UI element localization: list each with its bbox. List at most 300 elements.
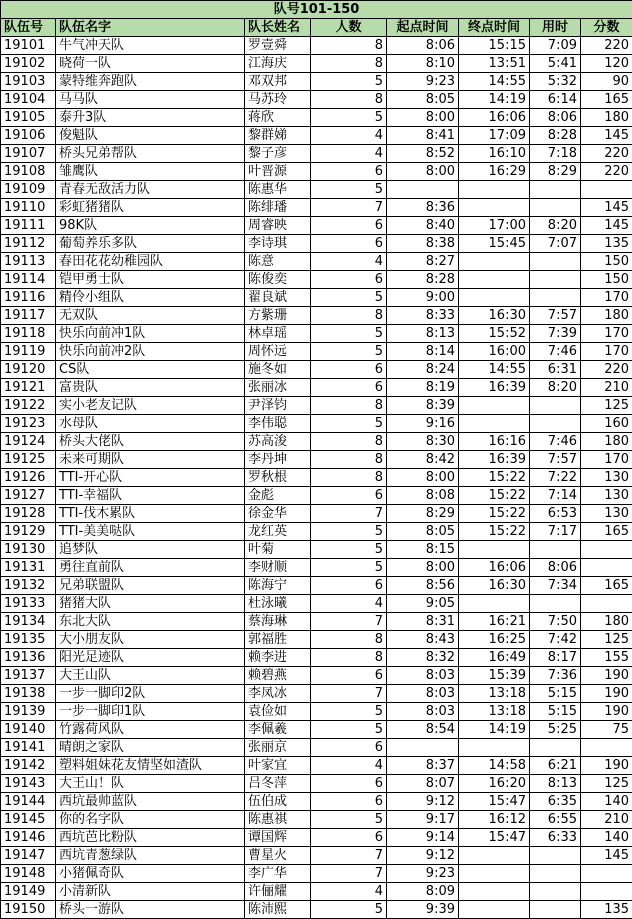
cell-member-count[interactable]: 6 bbox=[311, 271, 387, 289]
cell-elapsed-time[interactable]: 8:20 bbox=[530, 217, 581, 235]
cell-member-count[interactable]: 6 bbox=[311, 235, 387, 253]
cell-team-name[interactable]: 大小朋友队 bbox=[56, 631, 245, 649]
cell-end-time[interactable] bbox=[459, 181, 530, 199]
cell-team-number[interactable]: 19128 bbox=[1, 505, 56, 523]
cell-start-time[interactable]: 8:05 bbox=[387, 523, 459, 541]
cell-start-time[interactable]: 9:05 bbox=[387, 595, 459, 613]
cell-team-number[interactable]: 19139 bbox=[1, 703, 56, 721]
cell-team-name[interactable]: 未来可期队 bbox=[56, 451, 245, 469]
cell-member-count[interactable]: 6 bbox=[311, 217, 387, 235]
cell-start-time[interactable]: 8:52 bbox=[387, 145, 459, 163]
cell-start-time[interactable]: 8:40 bbox=[387, 217, 459, 235]
cell-elapsed-time[interactable]: 6:31 bbox=[530, 361, 581, 379]
cell-elapsed-time[interactable]: 7:57 bbox=[530, 307, 581, 325]
cell-elapsed-time[interactable]: 6:33 bbox=[530, 829, 581, 847]
cell-score[interactable]: 90 bbox=[581, 73, 632, 91]
cell-end-time[interactable]: 16:25 bbox=[459, 631, 530, 649]
cell-score[interactable]: 145 bbox=[581, 127, 632, 145]
cell-end-time[interactable]: 16:30 bbox=[459, 577, 530, 595]
cell-elapsed-time[interactable]: 6:53 bbox=[530, 505, 581, 523]
cell-end-time[interactable]: 15:47 bbox=[459, 829, 530, 847]
cell-member-count[interactable]: 5 bbox=[311, 289, 387, 307]
cell-score[interactable]: 125 bbox=[581, 397, 632, 415]
cell-team-number[interactable]: 19119 bbox=[1, 343, 56, 361]
cell-team-name[interactable]: 阳光足迹队 bbox=[56, 649, 245, 667]
cell-elapsed-time[interactable]: 5:15 bbox=[530, 685, 581, 703]
cell-elapsed-time[interactable] bbox=[530, 595, 581, 613]
cell-end-time[interactable]: 15:22 bbox=[459, 487, 530, 505]
cell-member-count[interactable]: 7 bbox=[311, 847, 387, 865]
cell-member-count[interactable]: 4 bbox=[311, 253, 387, 271]
cell-score[interactable]: 165 bbox=[581, 91, 632, 109]
cell-score[interactable]: 220 bbox=[581, 163, 632, 181]
cell-end-time[interactable]: 16:06 bbox=[459, 559, 530, 577]
cell-end-time[interactable]: 16:20 bbox=[459, 775, 530, 793]
cell-captain-name[interactable]: 谭国辉 bbox=[245, 829, 311, 847]
cell-team-name[interactable]: TTI-伐木累队 bbox=[56, 505, 245, 523]
cell-end-time[interactable] bbox=[459, 199, 530, 217]
cell-captain-name[interactable]: 李诗琪 bbox=[245, 235, 311, 253]
cell-elapsed-time[interactable] bbox=[530, 415, 581, 433]
cell-score[interactable]: 170 bbox=[581, 343, 632, 361]
cell-end-time[interactable]: 15:45 bbox=[459, 235, 530, 253]
cell-captain-name[interactable]: 李伟聪 bbox=[245, 415, 311, 433]
cell-score[interactable]: 220 bbox=[581, 37, 632, 55]
cell-end-time[interactable]: 16:06 bbox=[459, 109, 530, 127]
cell-score[interactable]: 190 bbox=[581, 703, 632, 721]
cell-captain-name[interactable]: 陈意 bbox=[245, 253, 311, 271]
cell-score[interactable]: 170 bbox=[581, 325, 632, 343]
cell-team-name[interactable]: 泰升3队 bbox=[56, 109, 245, 127]
cell-member-count[interactable]: 8 bbox=[311, 55, 387, 73]
cell-elapsed-time[interactable]: 8:06 bbox=[530, 109, 581, 127]
cell-team-number[interactable]: 19105 bbox=[1, 109, 56, 127]
cell-end-time[interactable]: 14:55 bbox=[459, 361, 530, 379]
cell-captain-name[interactable]: 马苏玲 bbox=[245, 91, 311, 109]
cell-member-count[interactable]: 5 bbox=[311, 703, 387, 721]
cell-captain-name[interactable]: 赖碧燕 bbox=[245, 667, 311, 685]
cell-team-name[interactable]: 快乐向前冲2队 bbox=[56, 343, 245, 361]
cell-member-count[interactable]: 5 bbox=[311, 415, 387, 433]
cell-end-time[interactable]: 16:29 bbox=[459, 163, 530, 181]
cell-member-count[interactable]: 7 bbox=[311, 685, 387, 703]
cell-team-number[interactable]: 19136 bbox=[1, 649, 56, 667]
cell-captain-name[interactable]: 方紫珊 bbox=[245, 307, 311, 325]
cell-team-name[interactable]: 大王山！队 bbox=[56, 775, 245, 793]
cell-end-time[interactable]: 16:16 bbox=[459, 433, 530, 451]
cell-end-time[interactable]: 14:58 bbox=[459, 757, 530, 775]
cell-score[interactable]: 145 bbox=[581, 847, 632, 865]
cell-start-time[interactable]: 8:08 bbox=[387, 487, 459, 505]
cell-member-count[interactable]: 8 bbox=[311, 433, 387, 451]
cell-captain-name[interactable]: 施冬如 bbox=[245, 361, 311, 379]
cell-score[interactable] bbox=[581, 559, 632, 577]
cell-end-time[interactable]: 14:19 bbox=[459, 91, 530, 109]
cell-member-count[interactable]: 5 bbox=[311, 901, 387, 919]
cell-team-number[interactable]: 19144 bbox=[1, 793, 56, 811]
cell-team-name[interactable]: TTI-幸福队 bbox=[56, 487, 245, 505]
cell-member-count[interactable]: 6 bbox=[311, 379, 387, 397]
cell-captain-name[interactable]: 蒋欣 bbox=[245, 109, 311, 127]
cell-end-time[interactable]: 16:21 bbox=[459, 613, 530, 631]
cell-team-name[interactable]: 铠甲勇士队 bbox=[56, 271, 245, 289]
cell-team-number[interactable]: 19116 bbox=[1, 289, 56, 307]
cell-score[interactable]: 190 bbox=[581, 667, 632, 685]
cell-team-number[interactable]: 19124 bbox=[1, 433, 56, 451]
cell-elapsed-time[interactable]: 8:28 bbox=[530, 127, 581, 145]
cell-captain-name[interactable]: 蔡海琳 bbox=[245, 613, 311, 631]
cell-captain-name[interactable]: 李丹坤 bbox=[245, 451, 311, 469]
header-team-number[interactable]: 队伍号 bbox=[1, 19, 56, 37]
cell-team-name[interactable]: 俊魁队 bbox=[56, 127, 245, 145]
cell-score[interactable]: 125 bbox=[581, 775, 632, 793]
cell-score[interactable]: 160 bbox=[581, 415, 632, 433]
cell-end-time[interactable] bbox=[459, 739, 530, 757]
cell-elapsed-time[interactable]: 5:41 bbox=[530, 55, 581, 73]
cell-start-time[interactable]: 8:00 bbox=[387, 109, 459, 127]
cell-team-number[interactable]: 19127 bbox=[1, 487, 56, 505]
cell-elapsed-time[interactable]: 8:20 bbox=[530, 379, 581, 397]
cell-end-time[interactable] bbox=[459, 865, 530, 883]
cell-end-time[interactable] bbox=[459, 883, 530, 901]
cell-elapsed-time[interactable] bbox=[530, 883, 581, 901]
cell-team-name[interactable]: 彩虹猪猪队 bbox=[56, 199, 245, 217]
cell-team-name[interactable]: 牛气冲天队 bbox=[56, 37, 245, 55]
cell-score[interactable]: 180 bbox=[581, 433, 632, 451]
cell-member-count[interactable]: 7 bbox=[311, 199, 387, 217]
cell-team-number[interactable]: 19137 bbox=[1, 667, 56, 685]
cell-member-count[interactable]: 8 bbox=[311, 451, 387, 469]
cell-member-count[interactable]: 5 bbox=[311, 541, 387, 559]
cell-score[interactable]: 165 bbox=[581, 523, 632, 541]
cell-score[interactable]: 145 bbox=[581, 199, 632, 217]
cell-elapsed-time[interactable]: 5:32 bbox=[530, 73, 581, 91]
cell-team-name[interactable]: 一步一脚印1队 bbox=[56, 703, 245, 721]
cell-elapsed-time[interactable]: 7:18 bbox=[530, 145, 581, 163]
cell-start-time[interactable]: 8:03 bbox=[387, 667, 459, 685]
cell-team-number[interactable]: 19118 bbox=[1, 325, 56, 343]
cell-team-number[interactable]: 19138 bbox=[1, 685, 56, 703]
cell-end-time[interactable]: 14:19 bbox=[459, 721, 530, 739]
cell-score[interactable] bbox=[581, 595, 632, 613]
cell-end-time[interactable] bbox=[459, 289, 530, 307]
cell-team-number[interactable]: 19135 bbox=[1, 631, 56, 649]
cell-team-number[interactable]: 19114 bbox=[1, 271, 56, 289]
cell-member-count[interactable]: 5 bbox=[311, 811, 387, 829]
cell-score[interactable]: 130 bbox=[581, 487, 632, 505]
cell-captain-name[interactable]: 罗秋根 bbox=[245, 469, 311, 487]
cell-team-number[interactable]: 19130 bbox=[1, 541, 56, 559]
cell-captain-name[interactable]: 郭福胜 bbox=[245, 631, 311, 649]
cell-score[interactable]: 210 bbox=[581, 811, 632, 829]
cell-member-count[interactable]: 7 bbox=[311, 505, 387, 523]
cell-member-count[interactable]: 6 bbox=[311, 739, 387, 757]
cell-end-time[interactable]: 16:30 bbox=[459, 307, 530, 325]
cell-start-time[interactable]: 8:36 bbox=[387, 199, 459, 217]
cell-elapsed-time[interactable]: 6:14 bbox=[530, 91, 581, 109]
cell-start-time[interactable]: 9:17 bbox=[387, 811, 459, 829]
cell-team-name[interactable]: 小清新队 bbox=[56, 883, 245, 901]
cell-start-time[interactable]: 8:43 bbox=[387, 631, 459, 649]
cell-end-time[interactable]: 17:09 bbox=[459, 127, 530, 145]
cell-elapsed-time[interactable]: 8:13 bbox=[530, 775, 581, 793]
cell-team-number[interactable]: 19113 bbox=[1, 253, 56, 271]
cell-start-time[interactable]: 9:23 bbox=[387, 865, 459, 883]
cell-score[interactable]: 210 bbox=[581, 379, 632, 397]
cell-team-number[interactable]: 19102 bbox=[1, 55, 56, 73]
cell-end-time[interactable] bbox=[459, 271, 530, 289]
cell-end-time[interactable] bbox=[459, 397, 530, 415]
cell-start-time[interactable]: 8:32 bbox=[387, 649, 459, 667]
cell-elapsed-time[interactable]: 6:21 bbox=[530, 757, 581, 775]
cell-member-count[interactable]: 5 bbox=[311, 721, 387, 739]
cell-team-number[interactable]: 19104 bbox=[1, 91, 56, 109]
cell-start-time[interactable]: 8:27 bbox=[387, 253, 459, 271]
cell-team-number[interactable]: 19109 bbox=[1, 181, 56, 199]
cell-team-name[interactable]: 水母队 bbox=[56, 415, 245, 433]
cell-team-name[interactable]: 雏鹰队 bbox=[56, 163, 245, 181]
cell-member-count[interactable]: 4 bbox=[311, 145, 387, 163]
cell-team-name[interactable]: 精伶小组队 bbox=[56, 289, 245, 307]
cell-member-count[interactable]: 6 bbox=[311, 361, 387, 379]
cell-team-name[interactable]: 98K队 bbox=[56, 217, 245, 235]
cell-team-number[interactable]: 19107 bbox=[1, 145, 56, 163]
cell-score[interactable]: 150 bbox=[581, 253, 632, 271]
cell-elapsed-time[interactable]: 7:36 bbox=[530, 667, 581, 685]
cell-start-time[interactable]: 8:09 bbox=[387, 883, 459, 901]
cell-start-time[interactable]: 8:13 bbox=[387, 325, 459, 343]
cell-end-time[interactable] bbox=[459, 595, 530, 613]
cell-start-time[interactable]: 8:28 bbox=[387, 271, 459, 289]
cell-score[interactable]: 135 bbox=[581, 901, 632, 919]
cell-captain-name[interactable]: 陈惠祺 bbox=[245, 811, 311, 829]
cell-member-count[interactable]: 6 bbox=[311, 667, 387, 685]
cell-elapsed-time[interactable]: 8:17 bbox=[530, 649, 581, 667]
cell-elapsed-time[interactable] bbox=[530, 199, 581, 217]
cell-score[interactable] bbox=[581, 181, 632, 199]
cell-elapsed-time[interactable]: 6:35 bbox=[530, 793, 581, 811]
cell-member-count[interactable]: 6 bbox=[311, 577, 387, 595]
cell-team-name[interactable]: 追梦队 bbox=[56, 541, 245, 559]
cell-elapsed-time[interactable]: 8:29 bbox=[530, 163, 581, 181]
cell-start-time[interactable]: 8:37 bbox=[387, 757, 459, 775]
cell-start-time[interactable]: 9:16 bbox=[387, 415, 459, 433]
header-captain-name[interactable]: 队长姓名 bbox=[245, 19, 311, 37]
cell-score[interactable]: 130 bbox=[581, 469, 632, 487]
cell-team-name[interactable]: 葡萄养乐多队 bbox=[56, 235, 245, 253]
cell-member-count[interactable]: 4 bbox=[311, 127, 387, 145]
cell-team-number[interactable]: 19132 bbox=[1, 577, 56, 595]
cell-start-time[interactable]: 8:56 bbox=[387, 577, 459, 595]
cell-captain-name[interactable]: 陈惠华 bbox=[245, 181, 311, 199]
cell-captain-name[interactable]: 李广华 bbox=[245, 865, 311, 883]
cell-end-time[interactable]: 14:55 bbox=[459, 73, 530, 91]
cell-team-number[interactable]: 19129 bbox=[1, 523, 56, 541]
cell-score[interactable]: 130 bbox=[581, 505, 632, 523]
cell-elapsed-time[interactable]: 5:15 bbox=[530, 703, 581, 721]
cell-elapsed-time[interactable]: 7:09 bbox=[530, 37, 581, 55]
cell-team-number[interactable]: 19117 bbox=[1, 307, 56, 325]
cell-score[interactable]: 220 bbox=[581, 145, 632, 163]
cell-end-time[interactable]: 15:15 bbox=[459, 37, 530, 55]
cell-team-name[interactable]: 快乐向前冲1队 bbox=[56, 325, 245, 343]
cell-team-name[interactable]: 春田花花幼稚园队 bbox=[56, 253, 245, 271]
cell-elapsed-time[interactable] bbox=[530, 739, 581, 757]
cell-start-time[interactable]: 9:14 bbox=[387, 829, 459, 847]
cell-captain-name[interactable]: 林卓瑶 bbox=[245, 325, 311, 343]
cell-team-number[interactable]: 19111 bbox=[1, 217, 56, 235]
cell-score[interactable]: 180 bbox=[581, 307, 632, 325]
cell-member-count[interactable]: 6 bbox=[311, 487, 387, 505]
cell-captain-name[interactable]: 叶家宜 bbox=[245, 757, 311, 775]
cell-elapsed-time[interactable]: 7:42 bbox=[530, 631, 581, 649]
cell-team-name[interactable]: CS队 bbox=[56, 361, 245, 379]
cell-captain-name[interactable]: 江海庆 bbox=[245, 55, 311, 73]
cell-team-name[interactable]: 西坑芭比粉队 bbox=[56, 829, 245, 847]
cell-team-number[interactable]: 19125 bbox=[1, 451, 56, 469]
cell-elapsed-time[interactable] bbox=[530, 289, 581, 307]
cell-member-count[interactable]: 6 bbox=[311, 829, 387, 847]
cell-captain-name[interactable]: 叶晋源 bbox=[245, 163, 311, 181]
cell-team-number[interactable]: 19149 bbox=[1, 883, 56, 901]
cell-captain-name[interactable]: 陈沛熙 bbox=[245, 901, 311, 919]
cell-elapsed-time[interactable]: 7:57 bbox=[530, 451, 581, 469]
cell-end-time[interactable]: 16:49 bbox=[459, 649, 530, 667]
cell-team-name[interactable]: 青春无敌活力队 bbox=[56, 181, 245, 199]
cell-start-time[interactable]: 8:00 bbox=[387, 559, 459, 577]
cell-team-number[interactable]: 19148 bbox=[1, 865, 56, 883]
cell-start-time[interactable]: 8:19 bbox=[387, 379, 459, 397]
cell-member-count[interactable]: 7 bbox=[311, 865, 387, 883]
cell-elapsed-time[interactable]: 7:46 bbox=[530, 343, 581, 361]
cell-captain-name[interactable]: 张丽京 bbox=[245, 739, 311, 757]
cell-team-number[interactable]: 19147 bbox=[1, 847, 56, 865]
cell-end-time[interactable]: 16:10 bbox=[459, 145, 530, 163]
cell-start-time[interactable]: 8:30 bbox=[387, 433, 459, 451]
cell-end-time[interactable]: 15:22 bbox=[459, 505, 530, 523]
cell-elapsed-time[interactable]: 8:06 bbox=[530, 559, 581, 577]
cell-team-number[interactable]: 19150 bbox=[1, 901, 56, 919]
cell-end-time[interactable]: 13:18 bbox=[459, 685, 530, 703]
cell-start-time[interactable]: 9:39 bbox=[387, 901, 459, 919]
cell-end-time[interactable]: 17:00 bbox=[459, 217, 530, 235]
cell-captain-name[interactable]: 杜泳曦 bbox=[245, 595, 311, 613]
cell-captain-name[interactable]: 曹星火 bbox=[245, 847, 311, 865]
cell-team-name[interactable]: 西坑最帅蓝队 bbox=[56, 793, 245, 811]
cell-team-name[interactable]: 晴朗之家队 bbox=[56, 739, 245, 757]
cell-start-time[interactable]: 8:14 bbox=[387, 343, 459, 361]
cell-elapsed-time[interactable]: 7:14 bbox=[530, 487, 581, 505]
cell-start-time[interactable]: 8:03 bbox=[387, 685, 459, 703]
cell-team-number[interactable]: 19123 bbox=[1, 415, 56, 433]
header-member-count[interactable]: 人数 bbox=[311, 19, 387, 37]
cell-captain-name[interactable]: 罗壹舜 bbox=[245, 37, 311, 55]
cell-elapsed-time[interactable] bbox=[530, 865, 581, 883]
cell-end-time[interactable]: 15:52 bbox=[459, 325, 530, 343]
cell-captain-name[interactable]: 徐金华 bbox=[245, 505, 311, 523]
cell-captain-name[interactable]: 邓双邦 bbox=[245, 73, 311, 91]
cell-captain-name[interactable]: 张丽冰 bbox=[245, 379, 311, 397]
cell-member-count[interactable]: 5 bbox=[311, 325, 387, 343]
cell-score[interactable]: 165 bbox=[581, 577, 632, 595]
cell-elapsed-time[interactable]: 7:34 bbox=[530, 577, 581, 595]
sheet-title[interactable]: 队号101-150 bbox=[1, 1, 632, 19]
cell-captain-name[interactable]: 陈绯璠 bbox=[245, 199, 311, 217]
cell-team-number[interactable]: 19101 bbox=[1, 37, 56, 55]
cell-member-count[interactable]: 8 bbox=[311, 91, 387, 109]
cell-end-time[interactable]: 16:39 bbox=[459, 379, 530, 397]
cell-member-count[interactable]: 4 bbox=[311, 757, 387, 775]
cell-team-number[interactable]: 19146 bbox=[1, 829, 56, 847]
cell-member-count[interactable]: 5 bbox=[311, 73, 387, 91]
cell-start-time[interactable]: 8:07 bbox=[387, 775, 459, 793]
cell-score[interactable]: 180 bbox=[581, 613, 632, 631]
cell-team-name[interactable]: 小猪佩奇队 bbox=[56, 865, 245, 883]
cell-start-time[interactable]: 8:29 bbox=[387, 505, 459, 523]
cell-team-name[interactable]: 勇往直前队 bbox=[56, 559, 245, 577]
cell-elapsed-time[interactable]: 6:55 bbox=[530, 811, 581, 829]
cell-captain-name[interactable]: 金彪 bbox=[245, 487, 311, 505]
cell-elapsed-time[interactable] bbox=[530, 901, 581, 919]
cell-start-time[interactable]: 8:00 bbox=[387, 163, 459, 181]
cell-team-name[interactable]: TTI-开心队 bbox=[56, 469, 245, 487]
cell-end-time[interactable]: 13:51 bbox=[459, 55, 530, 73]
cell-team-number[interactable]: 19108 bbox=[1, 163, 56, 181]
cell-member-count[interactable]: 8 bbox=[311, 307, 387, 325]
cell-team-name[interactable]: 桥头大佬队 bbox=[56, 433, 245, 451]
cell-end-time[interactable] bbox=[459, 253, 530, 271]
cell-captain-name[interactable]: 陈俊奕 bbox=[245, 271, 311, 289]
cell-team-number[interactable]: 19145 bbox=[1, 811, 56, 829]
cell-start-time[interactable]: 8:41 bbox=[387, 127, 459, 145]
cell-member-count[interactable]: 8 bbox=[311, 469, 387, 487]
cell-end-time[interactable] bbox=[459, 541, 530, 559]
cell-score[interactable]: 150 bbox=[581, 271, 632, 289]
cell-start-time[interactable]: 9:23 bbox=[387, 73, 459, 91]
cell-start-time[interactable]: 8:42 bbox=[387, 451, 459, 469]
cell-end-time[interactable]: 16:00 bbox=[459, 343, 530, 361]
cell-captain-name[interactable]: 周怀远 bbox=[245, 343, 311, 361]
cell-score[interactable]: 140 bbox=[581, 829, 632, 847]
cell-score[interactable]: 170 bbox=[581, 289, 632, 307]
header-score[interactable]: 分数 bbox=[581, 19, 632, 37]
cell-captain-name[interactable]: 叶菊 bbox=[245, 541, 311, 559]
cell-captain-name[interactable]: 赖李进 bbox=[245, 649, 311, 667]
cell-elapsed-time[interactable] bbox=[530, 847, 581, 865]
cell-team-name[interactable]: TTI-美美哒队 bbox=[56, 523, 245, 541]
cell-team-name[interactable]: 实小老友记队 bbox=[56, 397, 245, 415]
cell-end-time[interactable]: 13:18 bbox=[459, 703, 530, 721]
cell-score[interactable]: 75 bbox=[581, 721, 632, 739]
cell-captain-name[interactable]: 尹泽钧 bbox=[245, 397, 311, 415]
cell-score[interactable] bbox=[581, 865, 632, 883]
header-team-name[interactable]: 队伍名字 bbox=[56, 19, 245, 37]
cell-captain-name[interactable]: 翟良斌 bbox=[245, 289, 311, 307]
cell-score[interactable]: 125 bbox=[581, 631, 632, 649]
cell-team-number[interactable]: 19110 bbox=[1, 199, 56, 217]
cell-captain-name[interactable]: 李凤冰 bbox=[245, 685, 311, 703]
cell-end-time[interactable] bbox=[459, 415, 530, 433]
cell-captain-name[interactable]: 周睿映 bbox=[245, 217, 311, 235]
cell-start-time[interactable]: 8:05 bbox=[387, 91, 459, 109]
cell-team-name[interactable]: 兄弟联盟队 bbox=[56, 577, 245, 595]
cell-team-number[interactable]: 19106 bbox=[1, 127, 56, 145]
cell-score[interactable]: 140 bbox=[581, 793, 632, 811]
cell-member-count[interactable]: 8 bbox=[311, 649, 387, 667]
cell-team-number[interactable]: 19120 bbox=[1, 361, 56, 379]
cell-team-number[interactable]: 19103 bbox=[1, 73, 56, 91]
cell-end-time[interactable] bbox=[459, 847, 530, 865]
